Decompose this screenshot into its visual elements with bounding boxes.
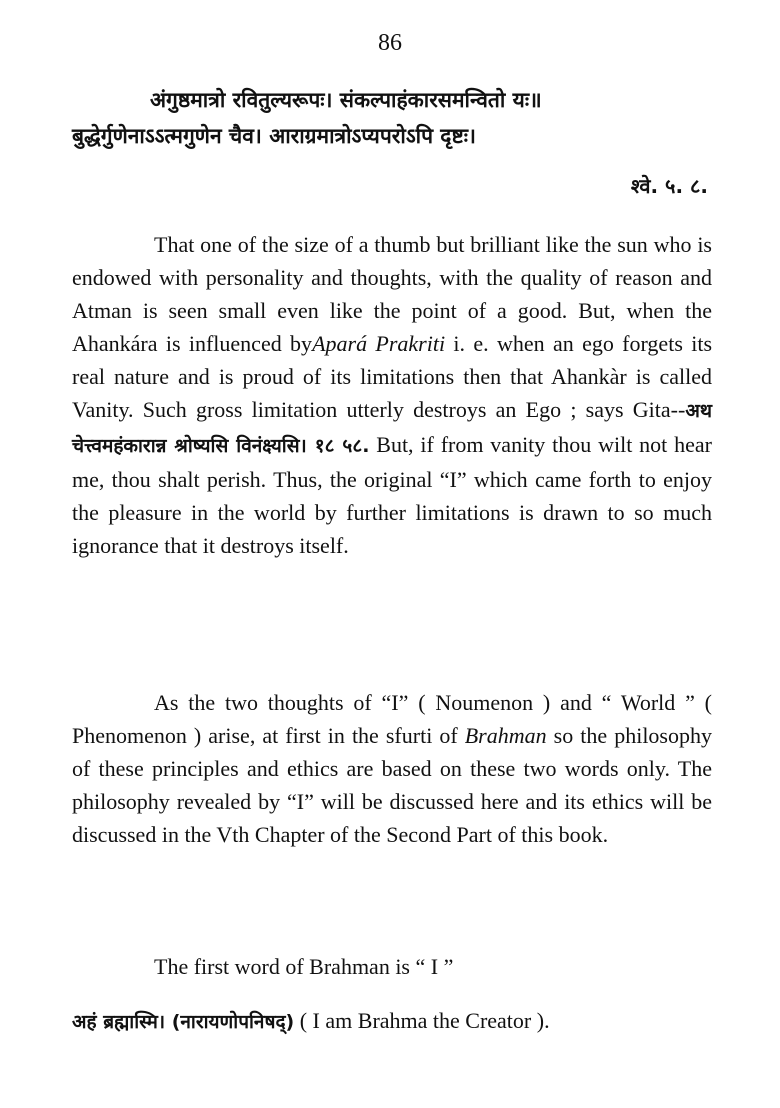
paragraph-4-text: ( I am Brahma the Creator ). <box>294 1008 550 1033</box>
paragraph-aham-brahmasmi <box>72 1004 712 1039</box>
paragraph-vanity <box>72 228 712 562</box>
paragraph-first-word: The first word of Brahman is “ I ” <box>154 954 454 979</box>
paragraph-2-text-a: As the two thoughts of “I” ( Noumenon ) and “ World ” ( Phenomenon ) arise, at first in the sfurti of <box>72 690 712 748</box>
page-number: 86 <box>378 30 402 56</box>
paragraph-two-thoughts <box>72 686 712 851</box>
paragraph-1-text-c: But, if from vanity thou wilt not hear me, thou shalt perish. Thus, the original “I” which came forth to enjoy the pleasure in the world by further limitations is drawn to so much ignorance that it destroys itself. <box>72 432 712 558</box>
upanishad-quote-sanskrit: अहं ब्रह्मास्मि। (नारायणोपनिषद्) <box>72 1011 295 1033</box>
verse-reference: श्वे. ५. ८. <box>630 174 708 198</box>
paragraph-1-text-a: That one of the size of a thumb but brilliant like the sun who is endowed with personality and thoughts, with the quality of reason and Atman is seen small even like the point of a good. But, when the Ahankára is influenced by <box>72 232 712 356</box>
gita-quote-sanskrit: अथ चेत्त्वमहंकारान्न श्रोष्यसि विनंक्ष्यसि। १८ ५८. <box>72 400 712 457</box>
paragraph-1-text-b: i. e. when an ego forgets its real nature and is proud of its limitations then that Ahankàr is called Vanity. Such gross limitation utterly destroys an Ego ; says Gita-- <box>72 331 713 422</box>
sanskrit-verse-line-2: बुद्धेर्गुणेनाऽऽत्मगुणेन चैव। आराग्रमात्रोऽप्यपरोऽपि दृष्टः। <box>72 124 476 148</box>
paragraph-2-italic-term: Brahman <box>464 723 547 748</box>
paragraph-2-text-b: so the philosophy of these principles and ethics are based on these two words only. The philosophy revealed by “I” will be discussed here and its ethics will be discussed in the Vth Chapter of the Second Part of this book. <box>72 723 712 847</box>
paragraph-1-italic-term: Apará Prakriti <box>312 331 446 356</box>
sanskrit-verse-line-1: अंगुष्ठमात्रो रवितुल्यरूपः। संकल्पाहंकारसमन्वितो यः॥ <box>150 88 542 112</box>
